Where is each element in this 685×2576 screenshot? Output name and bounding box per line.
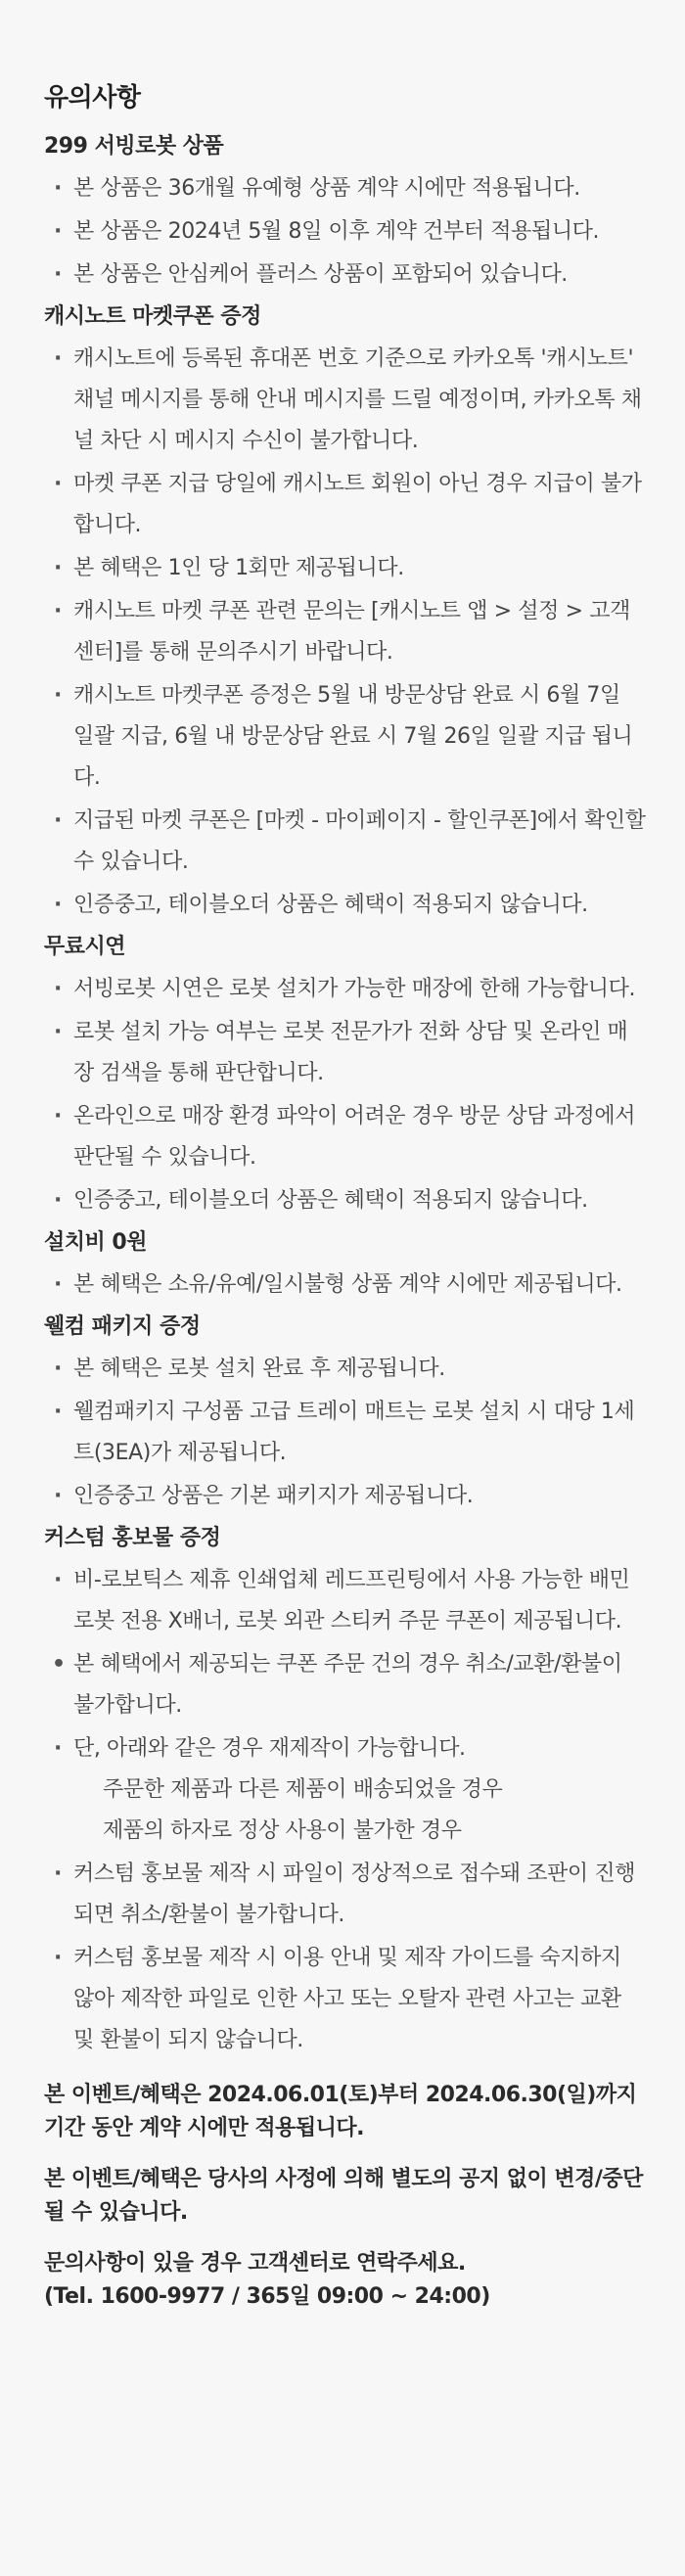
sub-item: 주문한 제품과 다른 제품이 배송되었을 경우: [103, 1777, 503, 1802]
list-item: · 로봇 설치 가능 여부는 로봇 전문가가 전화 상담 및 온라인 매장 검색을 통해 판단합니다.: [44, 1012, 646, 1094]
list-item: · 캐시노트 마켓 쿠폰 관련 문의는 [캐시노트 앱 > 설정 > 고객센터]를 통해 문의주시기 바랍니다.: [44, 591, 646, 673]
section-title: 웰컴 패키지 증정: [44, 1314, 201, 1339]
section-welcome-package: [44, 1311, 646, 1517]
contact-notice: [44, 2247, 646, 2314]
section-cashnote-coupon: [44, 301, 646, 926]
change-notice: 본 이벤트/혜택은 당사의 사정에 의해 별도의 공지 없이 변경/중단 될 수 있습니다.: [44, 2167, 643, 2225]
item-list: [44, 339, 646, 926]
event-period-notice: 본 이벤트/혜택은 2024.06.01(토)부터 2024.06.30(일)까지 기간 동안 계약 시에만 적용됩니다.: [44, 2083, 637, 2140]
list-item: · 커스텀 홍보물 제작 시 파일이 정상적으로 접수돼 조판이 진행되면 취소/환불이 불가합니다.: [44, 1854, 646, 1936]
item-list: [44, 969, 646, 1221]
list-item: · 캐시노트에 등록된 휴대폰 번호 기준으로 카카오톡 '캐시노트' 채널 메시지를 통해 안내 메시지를 드릴 예정이며, 카카오톡 채널 차단 시 메시지 수신이 불가합니다.: [44, 339, 646, 462]
section-title: 설치비 0원: [44, 1230, 147, 1255]
list-item: · 본 상품은 2024년 5월 8일 이후 계약 건부터 적용됩니다.: [44, 211, 646, 253]
list-item: · 본 혜택은 소유/유예/일시불형 상품 계약 시에만 제공됩니다.: [44, 1265, 646, 1306]
section-title: 299 서빙로봇 상품: [44, 134, 224, 159]
contact-phone: (Tel. 1600-9977 / 365일 09:00 ~ 24:00): [44, 2284, 490, 2309]
list-item: · 본 혜택은 1인 당 1회만 제공됩니다.: [44, 548, 646, 589]
list-item: · 인증중고, 테이블오더 상품은 혜택이 적용되지 않습니다.: [44, 1180, 646, 1221]
list-item: · 마켓 쿠폰 지급 당일에 캐시노트 회원이 아닌 경우 지급이 불가합니다.: [44, 464, 646, 546]
list-item: · 인증중고 상품은 기본 패키지가 제공됩니다.: [44, 1476, 646, 1517]
sub-item: 제품의 하자로 정상 사용이 불가한 경우: [103, 1818, 462, 1843]
item-list: [44, 168, 646, 296]
list-item: · 서빙로봇 시연은 로봇 설치가 가능한 매장에 한해 가능합니다.: [44, 969, 646, 1010]
section-title: 캐시노트 마켓쿠폰 증정: [44, 304, 261, 329]
item-list: [44, 1560, 646, 2061]
list-item-with-sub: [44, 1728, 646, 1852]
list-item: · 본 상품은 36개월 유예형 상품 계약 시에만 적용됩니다.: [44, 168, 646, 209]
list-item: · 본 혜택은 로봇 설치 완료 후 제공됩니다.: [44, 1349, 646, 1390]
list-item: · 비-로보틱스 제휴 인쇄업체 레드프린팅에서 사용 가능한 배민로봇 전용 X배너, 로봇 외관 스티커 주문 쿠폰이 제공됩니다.: [44, 1560, 646, 1642]
section-custom-promo: [44, 1523, 646, 2061]
list-item-text: 단, 아래와 같은 경우 재제작이 가능합니다.: [73, 1736, 466, 1761]
item-list: [44, 1265, 646, 1306]
item-list: [44, 1349, 646, 1517]
list-item: · 본 상품은 안심케어 플러스 상품이 포함되어 있습니다.: [44, 254, 646, 296]
contact-text: 문의사항이 있을 경우 고객센터로 연락주세요.: [44, 2251, 466, 2276]
section-free-installation: [44, 1227, 646, 1306]
list-item: • 본 혜택에서 제공되는 쿠폰 주문 건의 경우 취소/교환/환불이 불가합니다.: [44, 1644, 646, 1726]
section-title: 무료시연: [44, 935, 126, 959]
list-item: · 지급된 마켓 쿠폰은 [마켓 - 마이페이지 - 할인쿠폰]에서 확인할 수 있습니다.: [44, 801, 646, 883]
section-serving-robot-product: [44, 131, 646, 296]
section-title: 커스텀 홍보물 증정: [44, 1526, 221, 1550]
section-free-demo: [44, 932, 646, 1221]
list-item: · 온라인으로 매장 환경 파악이 어려운 경우 방문 상담 과정에서 판단될 수 있습니다.: [44, 1096, 646, 1178]
list-item: · 캐시노트 마켓쿠폰 증정은 5월 내 방문상담 완료 시 6월 7일 일괄 지급, 6월 내 방문상담 완료 시 7월 26일 일괄 지급 됩니다.: [44, 675, 646, 799]
list-item: · 인증중고, 테이블오더 상품은 혜택이 적용되지 않습니다.: [44, 885, 646, 926]
page-title: 유의사항: [44, 83, 141, 113]
list-item: · 커스텀 홍보물 제작 시 이용 안내 및 제작 가이드를 숙지하지 않아 제작한 파일로 인한 사고 또는 오탈자 관련 사고는 교환 및 환불이 되지 않습니다.: [44, 1938, 646, 2061]
list-item: · 웰컴패키지 구성품 고급 트레이 매트는 로봇 설치 시 대당 1세트(3EA)가 제공됩니다.: [44, 1392, 646, 1474]
